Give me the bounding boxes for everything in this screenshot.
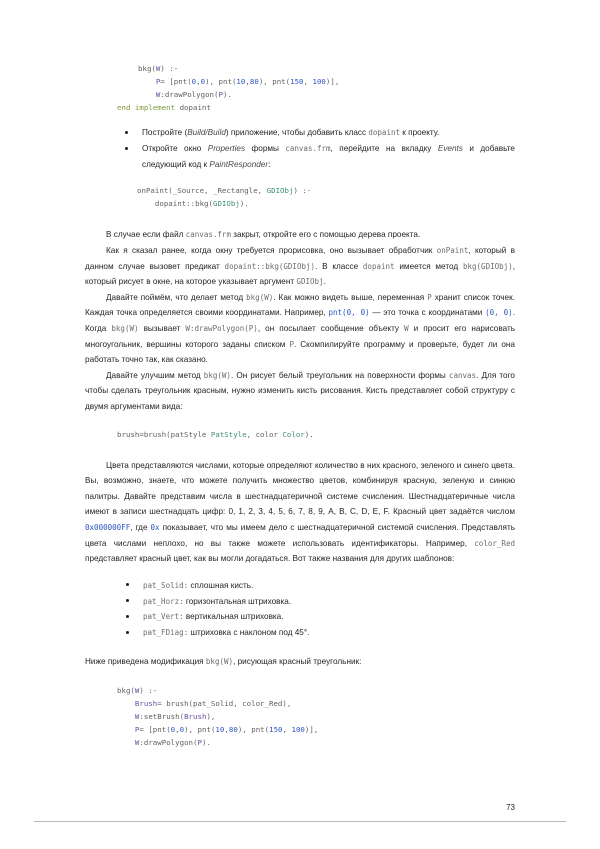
paragraph-canvas-file: В случае если файл canvas.frm закрыт, откройте его с помощью дерева проекта.: [106, 230, 421, 240]
code-block-end-implement: end implement dopaint: [117, 103, 211, 113]
page-content: [85, 62, 515, 749]
pattern-description: вертикальная штриховка.: [185, 612, 284, 622]
pattern-name: pat_FDiag:: [143, 628, 189, 638]
pattern-description: штриховка с наклоном под 45°.: [190, 628, 310, 638]
pattern-name: pat_Horz:: [143, 596, 184, 606]
paragraph-brush-intro: Давайте улучшим метод bkg(W). Он рисует белый треугольник на поверхности формы canvas. Для того чтобы сделать треугольник красным, нужно изменить кисть рисования. Кисть представляет собой структуру с двумя аргументами вида:: [85, 370, 516, 411]
paragraph-modification-intro: Ниже приведена модификация bkg(W), рисующая красный треугольник:: [85, 656, 362, 666]
bullet-icon: [125, 131, 128, 134]
pattern-description: горизонтальная штриховка.: [185, 596, 292, 606]
code-block-brush-signature: brush=brush(patStyle PatStyle, color Color).: [117, 430, 314, 440]
page-number: 73: [506, 803, 515, 812]
bullet-icon: [126, 615, 129, 618]
list-item: [85, 125, 515, 141]
pattern-list: [85, 578, 515, 641]
pattern-name: pat_Vert:: [143, 612, 184, 622]
pattern-description: сплошная кисть.: [190, 580, 254, 590]
code-block-bkg-initial: bkg(W) :- P= [pnt(0,0), pnt(10,80), pnt(150, 100)], W:drawPolygon(P).: [138, 64, 340, 100]
code-block-bkg-red: bkg(W) :- Brush= brush(pat_Solid, color_Red), W:setBrush(Brush), P= [pnt(0,0), pnt(10,80), pnt(150, 100)], W:drawPolygon(P).: [117, 685, 319, 747]
list-item: [85, 609, 515, 625]
list-item: [85, 141, 515, 172]
paragraph-onpaint-explain: Как я сказал ранее, когда окну требуется прорисовка, оно вызывает обработчик onPaint, который в данном случае вызовет предикат dopaint::bkg(GDIObj). В классе dopaint имеется метод bkg(GDIObj), который рисует в окне, на которое указывает аргумент GDIObj.: [85, 245, 516, 287]
code-block-onpaint: onPaint(_Source, _Rectangle, GDIObj) :- dopaint::bkg(GDIObj).: [137, 186, 312, 209]
list-item: [85, 625, 515, 641]
pattern-name: pat_Solid:: [143, 580, 189, 590]
bullet-icon: [126, 631, 129, 634]
list-item: [85, 578, 515, 594]
instruction-text: Постройте (Build/Build) приложение, чтобы добавить класс dopaint к проекту.: [142, 128, 440, 138]
footer-divider: [34, 821, 566, 822]
bullet-icon: [125, 147, 128, 150]
bullet-icon: [126, 583, 129, 586]
paragraph-bkg-explain: Давайте поймём, что делает метод bkg(W). Как можно видеть выше, переменная P хранит список точек. Каждая точка определяется своими координатами. Например, pnt(0, 0) — это точка с координатами (0, 0). Когда bkg(W) вызывает W:drawPolygon(P), он посылает сообщение объекту W и просит его нарисовать многоугольник, вершины которого заданы списком P. Скомпилируйте программу и проверьте, будет ли она работать точно так, как сказано.: [85, 292, 516, 365]
bullet-icon: [126, 599, 129, 602]
list-item: [85, 594, 515, 610]
instruction-text: Откройте окно Properties формы canvas.frm, перейдите на вкладку Events и добавьте следующий код к PaintResponder:: [142, 143, 515, 169]
instruction-list: [85, 125, 515, 172]
paragraph-colors-explain: Цвета представляются числами, которые определяют количество в них красного, зеленого и синего цвета. Вы, возможно, знаете, что можете получить множество цветов, комбинируя красную, зеленую и синюю палитры. Давайте представим числа в шестнадцатеричной системе счисления. Шестнадцатеричные числа имеют в записи шестнадцать цифр: 0, 1, 2, 3, 4, 5, 6, 7, 8, 9, A, B, C, D, E, F. Красный цвет задаётся числом 0x000000FF, где 0x показывает, что мы имеем дело с шестнадцатеричной системой счисления. Представлять цвета числами неплохо, но вы также можете использовать идентификаторы. Например, color_Red представляет красный цвет, как вы могли догадаться. Вот также названия для других шаблонов:: [85, 460, 515, 564]
